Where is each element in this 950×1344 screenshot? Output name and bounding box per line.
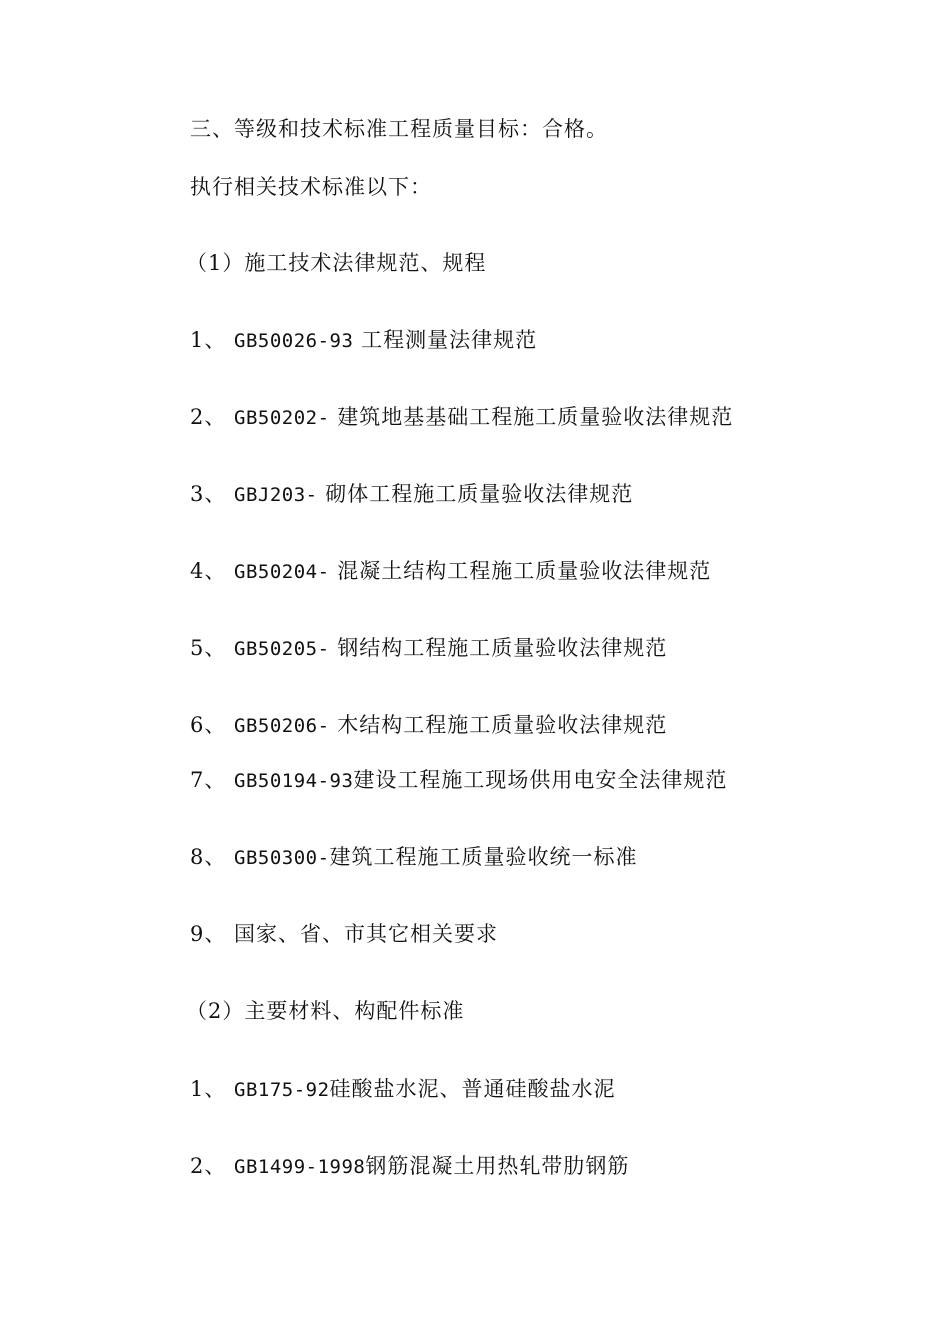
section-1-title: （1）施工技术法律规范、规程 — [186, 251, 487, 275]
item-number: 4、 — [190, 559, 227, 583]
standard-code: GB50300- — [234, 847, 330, 869]
standard-name: 国家、省、市其它相关要求 — [234, 922, 498, 946]
standard-code: GBJ203- — [234, 484, 318, 506]
item-number: 5、 — [190, 636, 227, 660]
standard-name: 建筑地基基础工程施工质量验收法律规范 — [329, 405, 734, 429]
item-number: 1、 — [190, 328, 227, 352]
standard-code: GB175-92 — [234, 1079, 330, 1101]
standard-code: GB50026-93 — [234, 330, 354, 352]
standard-name: 木结构工程施工质量验收法律规范 — [329, 713, 668, 737]
standard-code: GB50194-93 — [234, 770, 354, 792]
quality-goal-heading: 三、等级和技术标准工程质量目标：合格。 — [190, 117, 608, 141]
standard-code: GB50205- — [234, 638, 330, 660]
standards-intro: 执行相关技术标准以下： — [190, 175, 432, 199]
standard-name: 工程测量法律规范 — [353, 328, 538, 352]
list-item — [190, 1152, 629, 1181]
item-number: 2、 — [190, 1154, 227, 1178]
list-item — [190, 480, 633, 509]
standard-code: GB50206- — [234, 715, 330, 737]
item-number: 7、 — [190, 768, 227, 792]
standard-name: 钢结构工程施工质量验收法律规范 — [329, 636, 668, 660]
standard-name: 硅酸盐水泥、普通硅酸盐水泥 — [329, 1077, 616, 1101]
list-item — [190, 843, 638, 872]
item-number: 8、 — [190, 845, 227, 869]
standard-name: 钢筋混凝土用热轧带肋钢筋 — [365, 1154, 630, 1178]
item-number: 6、 — [190, 713, 227, 737]
standard-code: GB50202- — [234, 407, 330, 429]
item-number: 9、 — [190, 922, 227, 946]
standard-name: 建筑工程施工质量验收统一标准 — [329, 845, 638, 869]
standard-name: 砌体工程施工质量验收法律规范 — [317, 482, 634, 506]
list-item — [190, 920, 498, 949]
list-item — [190, 1075, 616, 1104]
standard-code: GB50204- — [234, 561, 330, 583]
item-number: 3、 — [190, 482, 227, 506]
list-item — [190, 403, 733, 432]
standard-code: GB1499-1998 — [234, 1156, 366, 1178]
item-number: 1、 — [190, 1077, 227, 1101]
standard-name: 混凝土结构工程施工质量验收法律规范 — [329, 559, 712, 583]
standard-name: 建设工程施工现场供用电安全法律规范 — [353, 768, 728, 792]
list-item — [190, 711, 667, 740]
list-item — [190, 326, 537, 355]
list-item — [190, 766, 727, 795]
list-item — [190, 634, 667, 663]
item-number: 2、 — [190, 405, 227, 429]
section-2-title: （2）主要材料、构配件标准 — [186, 999, 465, 1023]
list-item — [190, 557, 711, 586]
